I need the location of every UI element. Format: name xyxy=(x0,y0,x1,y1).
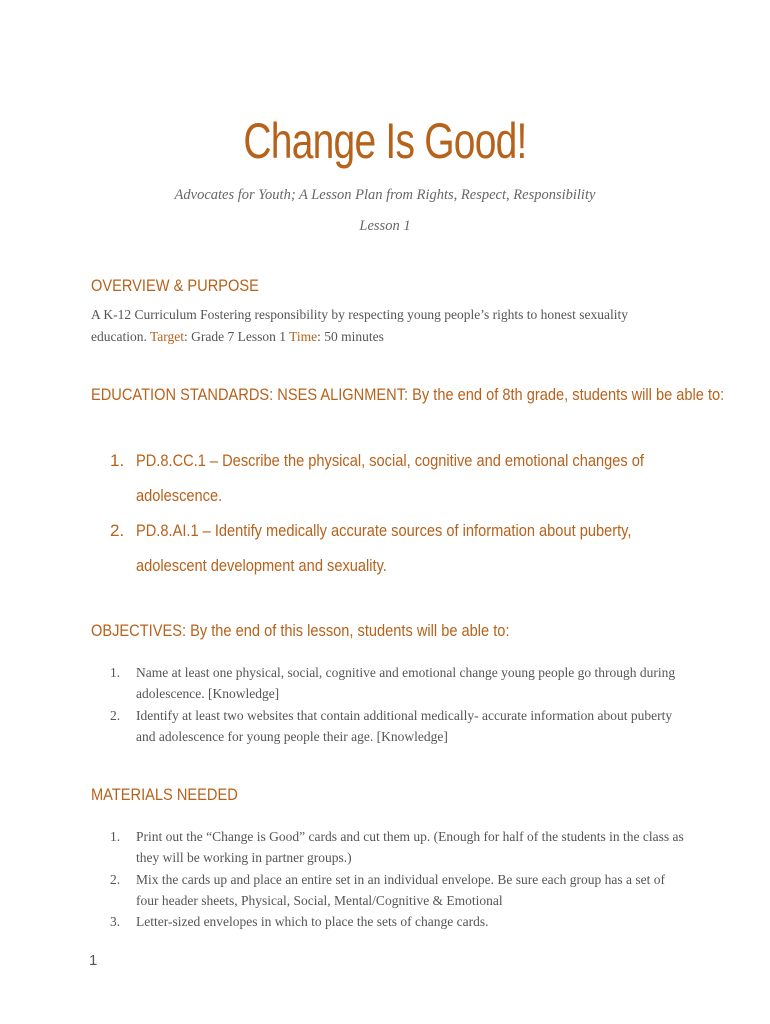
list-item xyxy=(110,705,690,748)
list-number: 1. xyxy=(110,451,125,470)
objective-text: Name at least one physical, social, cognitive and emotional change young people go through during adolescence. [Knowledge] xyxy=(136,665,676,702)
list-number: 1. xyxy=(110,829,121,844)
lesson-label: Lesson 1 xyxy=(359,218,411,234)
time-label: Time xyxy=(289,329,318,344)
materials-heading: MATERIALS NEEDED xyxy=(91,785,238,804)
target-label: Target xyxy=(149,329,185,344)
standards-heading: EDUCATION STANDARDS: NSES ALIGNMENT: By the end of 8th grade, students will be able to: xyxy=(91,385,725,404)
standard-text: PD.8.CC.1 – Describe the physical, social, cognitive and emotional changes of adolescence. xyxy=(136,451,644,505)
list-item xyxy=(110,662,690,705)
list-item xyxy=(110,911,690,932)
objectives-heading: OBJECTIVES: By the end of this lesson, students will be able to: xyxy=(91,621,510,640)
list-number: 2. xyxy=(110,521,125,540)
overview-text xyxy=(91,304,671,348)
standard-text: PD.8.AI.1 – Identify medically accurate sources of information about puberty, adolescent development and sexuality. xyxy=(136,521,632,575)
list-item xyxy=(110,513,670,583)
list-item xyxy=(110,826,690,869)
objective-text: Identify at least two websites that contain additional medically- accurate information about puberty and adolescence for young people their age. [Knowledge] xyxy=(136,707,673,744)
page-number: 1 xyxy=(89,952,98,969)
overview-heading: OVERVIEW & PURPOSE xyxy=(91,276,259,295)
objectives-list xyxy=(110,662,690,747)
list-number: 2. xyxy=(110,871,121,887)
page-title: Change Is Good! xyxy=(243,113,527,169)
material-text: Mix the cards up and place an entire set in an individual envelope. Be sure each group has a set of four header sheets, Physical, Social, Mental/Cognitive & Emotional xyxy=(136,871,665,908)
target-value: : Grade 7 Lesson 1 xyxy=(184,329,290,344)
list-number: 1. xyxy=(110,665,121,680)
list-number: 3. xyxy=(110,914,121,930)
overview-body: A K-12 Curriculum Fostering responsibility by respecting young people’s rights to honest sexuality education. xyxy=(91,307,628,344)
time-value: : 50 minutes xyxy=(317,329,384,344)
list-number: 2. xyxy=(110,707,121,723)
material-text: Print out the “Change is Good” cards and cut them up. (Enough for half of the students in the class as they will be working in partner groups.) xyxy=(136,829,684,866)
standards-list xyxy=(110,443,670,583)
material-text: Letter-sized envelopes in which to place the sets of change cards. xyxy=(136,914,489,930)
list-item xyxy=(110,869,690,912)
list-item xyxy=(110,443,670,513)
materials-list xyxy=(110,826,690,932)
subtitle: Advocates for Youth; A Lesson Plan from Rights, Respect, Responsibility xyxy=(174,187,596,203)
